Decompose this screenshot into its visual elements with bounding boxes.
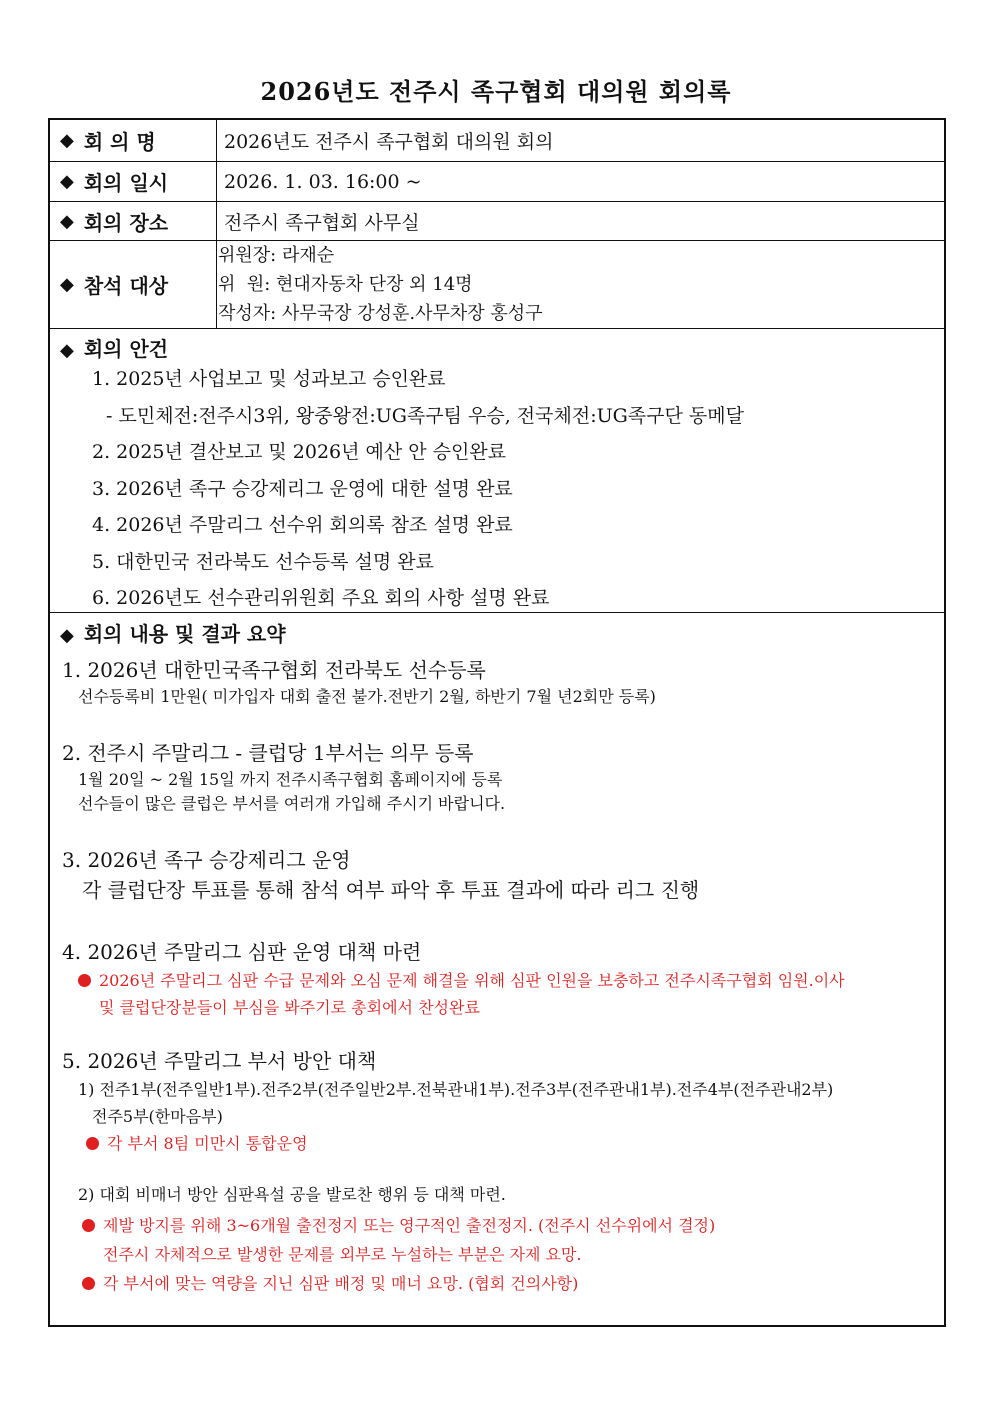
diamond-icon: ◆ [60,130,74,151]
agenda-list [92,361,744,617]
summary-5-1-line: 전주5부(한마음부) [92,1107,223,1126]
attendees-list [218,241,944,328]
agenda-item: 1. 2025년 사업보고 및 성과보고 승인완료 [92,368,446,390]
summary-section-3 [62,845,932,905]
summary-5-1-red-text: 각 부서 8팀 미만시 통합운영 [107,1134,308,1153]
meeting-name-label-cell [50,120,217,161]
summary-heading [60,618,286,647]
attendees-label-cell [50,241,217,328]
attendee-chair: 위원장: 라재순 [218,245,335,266]
diamond-icon: ◆ [60,171,74,192]
summary-5-2-red-text: 제발 방지를 위해 3~6개월 출전정지 또는 영구적인 출전정지. (전주시 선수위에서 결정) [103,1216,716,1235]
meeting-date-row [50,162,944,202]
red-bullet-icon [86,1137,99,1150]
red-bullet-icon [78,974,91,987]
summary-5-title: 5. 2026년 주말리그 부서 방안 대책 [62,1049,377,1073]
summary-section-1 [62,655,932,709]
agenda-item: 4. 2026년 주말리그 선수위 회의록 참조 설명 완료 [92,514,513,536]
summary-5-2-line: 2) 대회 비매너 방안 심판욕설 공을 발로찬 행위 등 대책 마련. [78,1185,506,1204]
meeting-place-value: 전주시 족구협회 사무실 [224,211,420,234]
meeting-date-value: 2026. 1. 03. 16:00 ~ [224,170,422,193]
summary-section-5 [62,1046,932,1298]
meeting-place-label-cell [50,202,217,240]
summary-3-line: 각 클럽단장 투표를 통해 참석 여부 파악 후 투표 결과에 따라 리그 진행 [82,878,700,902]
attendees-row [50,241,944,329]
document-title: 2026년도 전주시 족구협회 대의원 회의록 [260,77,732,106]
meeting-name-value: 2026년도 전주시 족구협회 대의원 회의 [224,131,554,153]
summary-5-2-red-text: 각 부서에 맞는 역량을 지닌 심판 배정 및 매너 요망. (협회 건의사항) [103,1274,579,1293]
diamond-icon: ◆ [60,340,74,361]
agenda-item: 3. 2026년 족구 승강제리그 운영에 대한 설명 완료 [92,477,513,500]
summary-4-red-line [62,967,932,994]
meeting-place-row [50,202,944,241]
agenda-item: - 도민체전:전주시3위, 왕중왕전:UG족구팀 우승, 전국체전:UG족구단 동메달 [100,404,744,427]
attendees-label: 참석 대상 [83,274,169,298]
summary-5-2-red-line [62,1211,932,1240]
summary-2-title: 2. 전주시 주말리그 - 클럽당 1부서는 의무 등록 [62,741,474,765]
summary-heading-text: 회의 내용 및 결과 요약 [83,622,286,646]
summary-1-line: 선수등록비 1만원( 미가입자 대회 출전 불가.전반기 2월, 하반기 7월 년2회만 등록) [78,687,656,706]
red-bullet-icon [82,1277,95,1290]
meeting-place-label: 회의 장소 [83,210,169,235]
meeting-name-label: 회 의 명 [83,130,156,154]
summary-4-red-text: 2026년 주말리그 심판 수급 문제와 오심 문제 해결을 위해 심판 인원을 보충하고 전주시족구협회 임원.이사 [99,971,845,990]
summary-2-line: 선수들이 많은 클럽은 부서를 여러개 가입해 주시기 바랍니다. [78,794,506,813]
summary-2-line: 1월 20일 ~ 2월 15일 까지 전주시족구협회 홈페이지에 등록 [78,770,503,789]
minutes-table [48,118,946,1327]
agenda-item: 5. 대한민국 전라북도 선수등록 설명 완료 [92,550,434,573]
summary-3-title: 3. 2026년 족구 승강제리그 운영 [62,848,351,872]
summary-5-2-red-line [62,1269,932,1298]
meeting-date-label-cell [50,162,217,201]
summary-4-red-line: 및 클럽단장분들이 부심을 봐주기로 총회에서 찬성완료 [99,998,480,1017]
meeting-name-row [50,120,944,162]
diamond-icon: ◆ [60,210,74,232]
diamond-icon: ◆ [60,274,74,295]
summary-5-2-red-line: 전주시 자체적으로 발생한 문제를 외부로 누설하는 부분은 자제 요망. [103,1245,582,1264]
summary-5-1-red-line [62,1130,932,1157]
agenda-item: 6. 2026년도 선수관리위원회 주요 회의 사항 설명 완료 [92,587,550,609]
summary-section-4 [62,937,932,1021]
agenda-section [50,329,944,613]
agenda-heading [60,333,168,362]
meeting-date-label: 회의 일시 [83,171,169,195]
agenda-heading-text: 회의 안건 [83,337,169,361]
summary-4-title: 4. 2026년 주말리그 심판 운영 대책 마련 [62,940,422,964]
agenda-item: 2. 2025년 결산보고 및 2026년 예산 안 승인완료 [92,441,507,463]
attendee-writer: 작성자: 사무국장 강성훈.사무차장 홍성구 [218,303,543,324]
red-bullet-icon [82,1219,95,1232]
summary-5-1-line: 1) 전주1부(전주일반1부).전주2부(전주일반2부.전북관내1부).전주3부(전주관내1부).전주4부(전주관내2부) [78,1080,834,1099]
summary-1-title: 1. 2026년 대한민국족구협회 전라북도 선수등록 [62,658,486,682]
summary-section-2 [62,738,932,816]
attendee-members: 위 원: 현대자동차 단장 외 14명 [218,274,473,295]
diamond-icon: ◆ [60,625,74,646]
